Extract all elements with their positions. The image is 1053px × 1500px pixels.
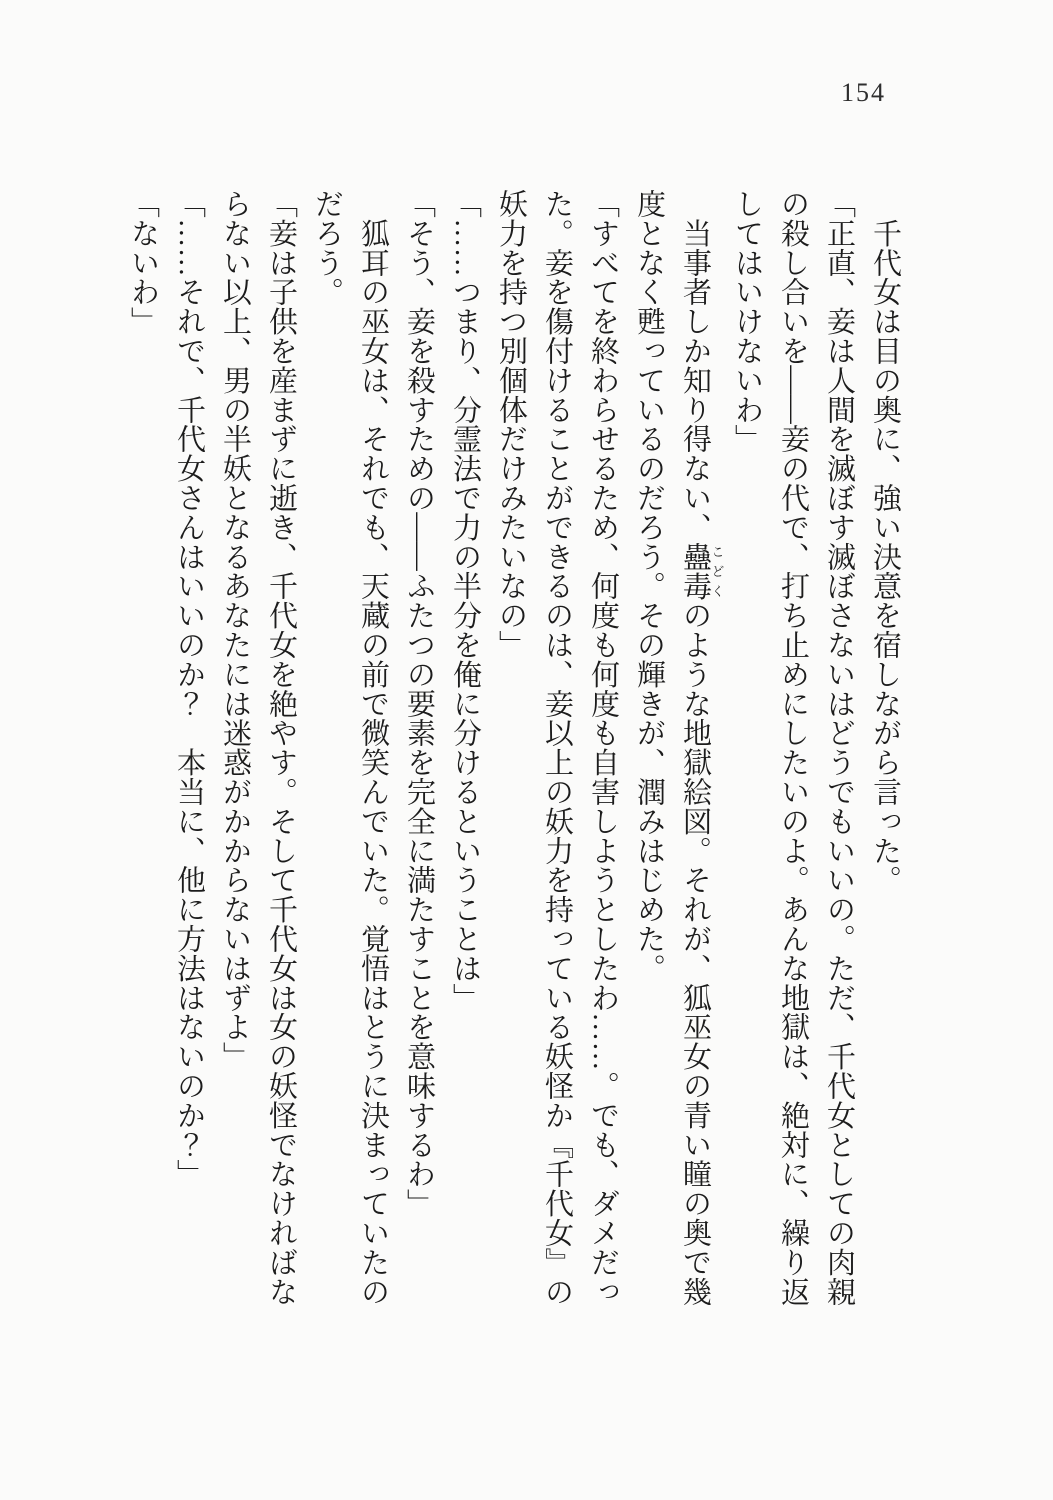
text-line: だろう。 <box>311 189 343 307</box>
vertical-text-block <box>120 189 908 1317</box>
furigana: こどく <box>709 541 725 601</box>
text-line: 妖力を持つ別個体だけみたいなの」 <box>495 189 527 660</box>
text-line: 「すべてを終わらせるため、何度も何度も自害しようとしたわ……。でも、ダメだっ <box>587 189 619 1307</box>
text-line: 「正直、妾は人間を滅ぼす滅ぼさないはどうでもいいの。ただ、千代女としての肉親 <box>823 189 855 1307</box>
text-line: 千代女は目の奥に、強い決意を宿しながら言った。 <box>869 189 901 895</box>
text-line: 「……つまり、分霊法で力の半分を俺に分けるということは」 <box>449 189 481 1013</box>
ruby-annotated-word <box>679 541 725 601</box>
page-number: 154 <box>841 78 886 107</box>
text-line: 「ないわ」 <box>127 189 159 336</box>
text-line: の殺し合いを――妾の代で、打ち止めにしたいのよ。あんな地獄は、絶対に、繰り返 <box>777 189 809 1307</box>
text-segment: のような地獄絵図。それが、狐巫女の青い瞳の奥で幾 <box>679 600 711 1307</box>
text-line: 狐耳の巫女は、それでも、天蔵の前で微笑んでいた。覚悟はとうに決まっていたの <box>357 189 389 1307</box>
text-line-with-furigana <box>672 189 724 1317</box>
text-line: してはいけないわ」 <box>731 189 763 454</box>
text-segment: 当事者しか知り得ない、 <box>679 189 711 542</box>
ruby-base: 蠱毒 <box>679 541 711 601</box>
text-line: 度となく甦っているのだろう。その輝きが、潤みはじめた。 <box>633 189 665 983</box>
text-line: らない以上、男の半妖となるあなたには迷惑がかからないはずよ」 <box>219 189 251 1071</box>
text-line: 「そう、妾を殺すための――ふたつの要素を完全に満たすことを意味するわ」 <box>403 189 435 1218</box>
text-line: 「妾は子供を産まずに逝き、千代女を絶やす。そして千代女は女の妖怪でなければな <box>265 189 297 1307</box>
text-line: 「……それで、千代女さんはいいのか？ 本当に、他に方法はないのか？」 <box>173 189 205 1189</box>
text-line: た。妾を傷付けることができるのは、妾以上の妖力を持っている妖怪か『千代女』の <box>541 189 573 1307</box>
